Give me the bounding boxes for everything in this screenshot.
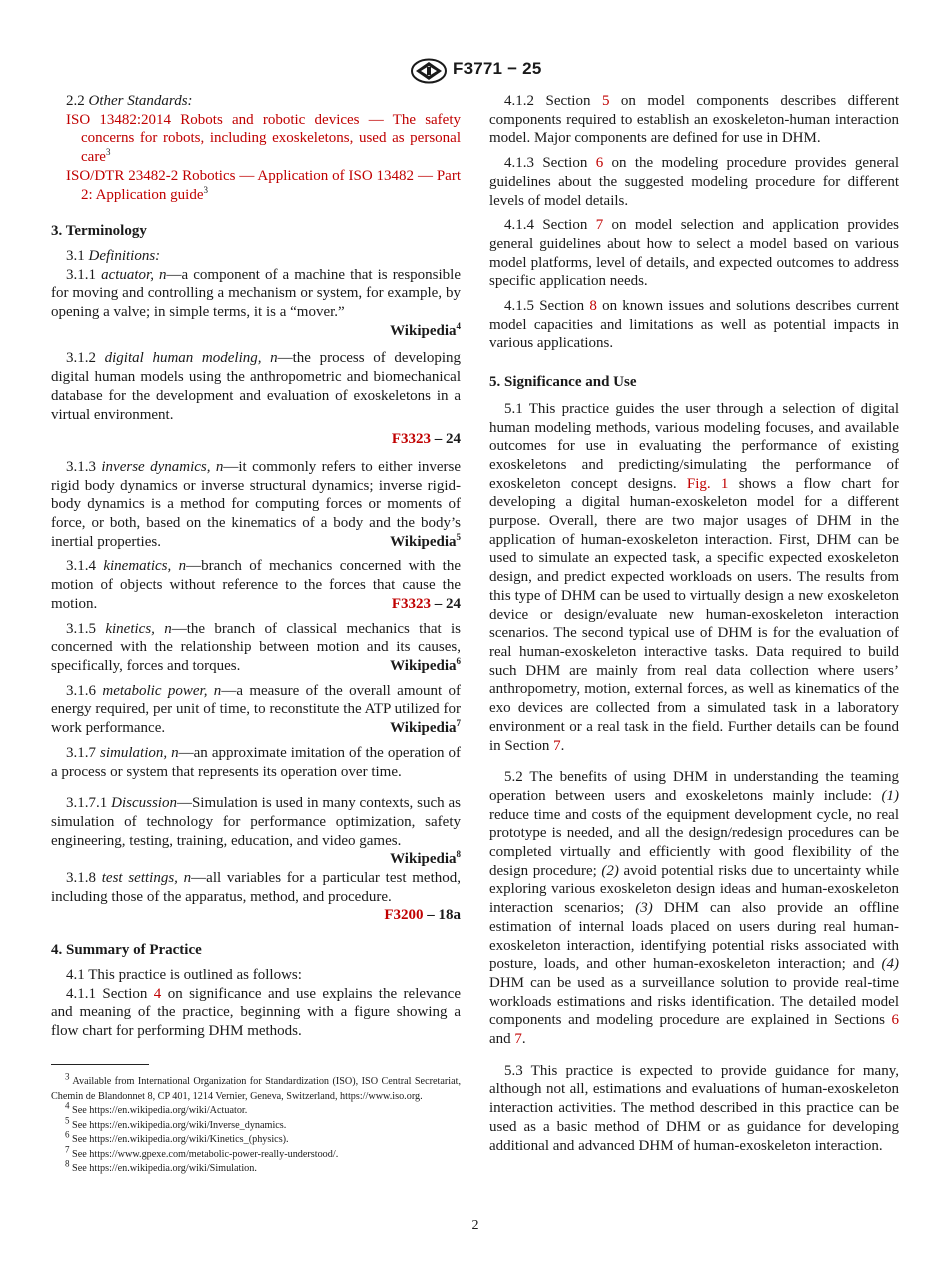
- iso-13482-link[interactable]: ISO 13482:2014: [66, 111, 172, 128]
- section-8-link[interactable]: 8: [589, 298, 597, 315]
- f3323-link[interactable]: F3323: [391, 595, 431, 612]
- section-7-link[interactable]: 7: [553, 737, 561, 754]
- f3200-link[interactable]: F3200: [384, 907, 424, 924]
- section-5-link[interactable]: 5: [601, 93, 610, 109]
- footnote-3: $^3$ Available from International Organization for Standardization (ISO), ISO Central Secretariat, Chemin de Blandonnet 8, CP 401, 1214 Vernier, Geneva, Switzerland, https://www.iso.org.: [51, 1071, 461, 1102]
- definitions-heading: 3.1 Definitions:: [66, 247, 161, 264]
- definition-metabolic-power: 3.1.6 metabolic power, n—a measure of the overall amount of energy required, per unit of time, to reconstitute the ATP utilized for work performance. Wikipedia$^7$: [51, 682, 462, 737]
- f3323-link[interactable]: F3323: [391, 431, 431, 448]
- citation-f3323-b: F3323 – 24: [391, 595, 461, 612]
- section-7-link[interactable]: 7: [514, 1031, 522, 1048]
- other-standards-heading: 2.2 Other Standards:: [66, 93, 193, 109]
- right-column: [489, 92, 899, 1155]
- iso-23482-2-title-link[interactable]: Robotics — Application of ISO 13482 — Part 2: Application guide: [81, 167, 462, 203]
- section-7-link[interactable]: 7: [595, 217, 604, 234]
- citation-f3200: F3200 – 18a: [384, 907, 461, 924]
- footnotes: [51, 1064, 461, 1177]
- footnote-divider: [51, 1064, 149, 1065]
- page-header: [0, 56, 950, 86]
- section-4-link[interactable]: 4: [153, 985, 162, 1002]
- citation-wikipedia-4: Wikipedia$^4$: [390, 320, 461, 339]
- definition-simulation: 3.1.7 simulation, n—an approximate imitation of the operation of a process or system that represents its operation over time.: [51, 744, 461, 780]
- paragraph-5-2: 5.2 The benefits of using DHM in understanding the teaming operation between users and exoskeletons mainly include: (1) reduce time and costs of the equipment development cycle, no real prototype is needed, and all the design/redesign procedures can be completed virtually and efficiently with good flexibility of the design procedure; (2) avoid potential risks due to uncertainty while exploring various exoskeleton design ideas and human-exoskeleton interaction scenarios; (3) DHM can also provide an offline estimation of internal loads placed on users during real human-exoskeleton interaction, identifying potential risks associated with posture, loads, and other human-exoskeleton interaction; and (4) DHM can be used as a surveillance solution to provide real-time workloads estimations and risks identification. The detailed model components and modeling procedure are explained in Sections 6 and 7.: [489, 769, 899, 1048]
- definition-inverse-dynamics: 3.1.3 inverse dynamics, n—it commonly refers to either inverse rigid body dynamics or inverse structural dynamics; inverse rigid-body dynamics is a method for computing forces or moments of force, or both, based on the kinematics of a body and the body’s inertial properties. Wikipedia$^5$: [51, 458, 462, 550]
- definition-test-settings: 3.1.8 test settings, n—all variables for a particular test method, including those of the apparatus, method, and procedure. F3200 – 18a: [51, 870, 461, 924]
- section-5-heading: 5. Significance and Use: [489, 374, 637, 391]
- definition-digital-human-modeling: 3.1.2 digital human modeling, n—the process of developing digital human models using the anthropometric and biomechanical database for the development and evaluation of exoskeletons in a virtual environment.: [51, 350, 462, 423]
- definition-kinetics: 3.1.5 kinetics, n—the branch of classical mechanics that is concerned with the relationship between motion and its causes, specifically, forces and torques. Wikipedia$^6$: [51, 620, 461, 674]
- footnote-6: $^6$ See https://en.wikipedia.org/wiki/Kinetics_(physics).: [65, 1129, 289, 1145]
- citation-wikipedia-7: Wikipedia$^7$: [390, 718, 461, 737]
- iso-13482-title-link[interactable]: Robots and robotic devices — The safety concerns for robots, including exoskeletons, used as personal care: [81, 111, 462, 166]
- paragraph-5-1: 5.1 This practice guides the user through a selection of digital human modeling methods, various modeling focuses, and available outcomes for use in evaluating the performance of existing exoskeletons and predicting/simulating the performance of exoskeleton concept designs. Fig. 1 shows a flow chart for developing a digital human-exoskeleton model for a different purpose. Overall, there are two major usages of DHM in the application of human-exoskeleton interaction. First, DHM can be used to simulate an expected task, a specific expected exoskeleton design, and predict expected workloads on users. The results from this type of DHM can be used to virtually design a new exoskeleton device or design/evaluate new human-exoskeleton interaction scenarios. The second typical use of DHM is for the evaluation of real human-exoskeleton interactive tasks. Data required to build such DHM are mainly from real data collection where users’ anthropometry, motion, external forces, as well as kinematics of the exo devices are collected from a simulated task in a laboratory environment or a real task in the field. Further details can be found in Section 7.: [489, 400, 899, 754]
- paragraph-4-1-4: 4.1.4 Section 7 on model selection and application provides general guidelines about how to select a model based on various model platforms, level of details, and expected outcomes to address specific application needs.: [489, 217, 900, 290]
- paragraph-4-1-1: 4.1.1 Section 4 on significance and use explains the relevance and meaning of the practice, beginning with a figure showing a flow chart for performing DHM methods.: [51, 985, 461, 1039]
- paragraph-4-1-2: 4.1.2 Section 5 on model components describes different components required to establish an exoskeleton-human interaction model. Major components are defined for use in DHM.: [489, 93, 899, 147]
- citation-f3323-a: F3323 – 24: [391, 431, 461, 448]
- document-number: F3771 − 25: [453, 59, 542, 78]
- footnote-5: $^5$ See https://en.wikipedia.org/wiki/Inverse_dynamics.: [65, 1115, 287, 1131]
- footnote-8: $^8$ See https://en.wikipedia.org/wiki/Simulation.: [65, 1158, 257, 1174]
- section-6-link[interactable]: 6: [891, 1012, 899, 1029]
- discussion-simulation: 3.1.7.1 Discussion—Simulation is used in many contexts, such as simulation of technology for performance optimization, safety engineering, testing, training, education, and video games. Wikipedia$^8$: [51, 795, 461, 868]
- section-4-heading: 4. Summary of Practice: [51, 942, 202, 959]
- page-number: 2: [471, 1218, 479, 1233]
- left-column: [51, 92, 461, 1041]
- paragraph-4-1-3: 4.1.3 Section 6 on the modeling procedure provides general guidelines about the suggested modeling procedure for different levels of model details.: [489, 155, 899, 209]
- paragraph-5-3: 5.3 This practice is expected to provide guidance for many, although not all, estimations and evaluations of human-exoskeleton interaction activities. The method described in this practice can be used as a basic method of DHM or as guidance for developing additional and advanced DHM of human-exoskeleton interaction.: [489, 1062, 899, 1154]
- astm-logo-icon: [410, 58, 448, 84]
- reference-iso-13482: ISO 13482:2014 Robots and robotic devices — The safety concerns for robots, including exoskeletons, used as personal care$^3$: [66, 111, 462, 166]
- definition-kinematics: 3.1.4 kinematics, n—branch of mechanics concerned with the motion of objects without reference to the forces that cause the motion. F3323 – 24: [51, 558, 461, 612]
- iso-23482-2-link[interactable]: ISO/DTR 23482-2: [66, 167, 179, 184]
- paragraph-4-1: 4.1 This practice is outlined as follows:: [66, 966, 302, 983]
- reference-iso-23482-2: ISO/DTR 23482-2 Robotics — Application of ISO 13482 — Part 2: Application guide$^3$: [66, 167, 462, 203]
- figure-1-link[interactable]: Fig. 1: [686, 475, 729, 492]
- section-6-link[interactable]: 6: [595, 155, 604, 172]
- citation-wikipedia-6: Wikipedia$^6$: [390, 655, 461, 674]
- citation-wikipedia-5: Wikipedia$^5$: [390, 531, 461, 550]
- footnote-4: $^4$ See https://en.wikipedia.org/wiki/Actuator.: [65, 1100, 248, 1116]
- definition-actuator: 3.1.1 actuator, n—a component of a machine that is responsible for moving and controlling a mechanism or system, for example, by opening a valve; in simple terms, it is a “mover.”: [51, 266, 462, 321]
- footnote-7: $^7$ See https://www.gpexe.com/metabolic-power-really-understood/.: [65, 1144, 339, 1160]
- paragraph-4-1-5: 4.1.5 Section 8 on known issues and solutions describes current model capacities and limitations as well as potential impacts in various applications.: [489, 298, 899, 352]
- section-3-heading: 3. Terminology: [51, 223, 147, 240]
- citation-wikipedia-8: Wikipedia$^8$: [390, 849, 461, 868]
